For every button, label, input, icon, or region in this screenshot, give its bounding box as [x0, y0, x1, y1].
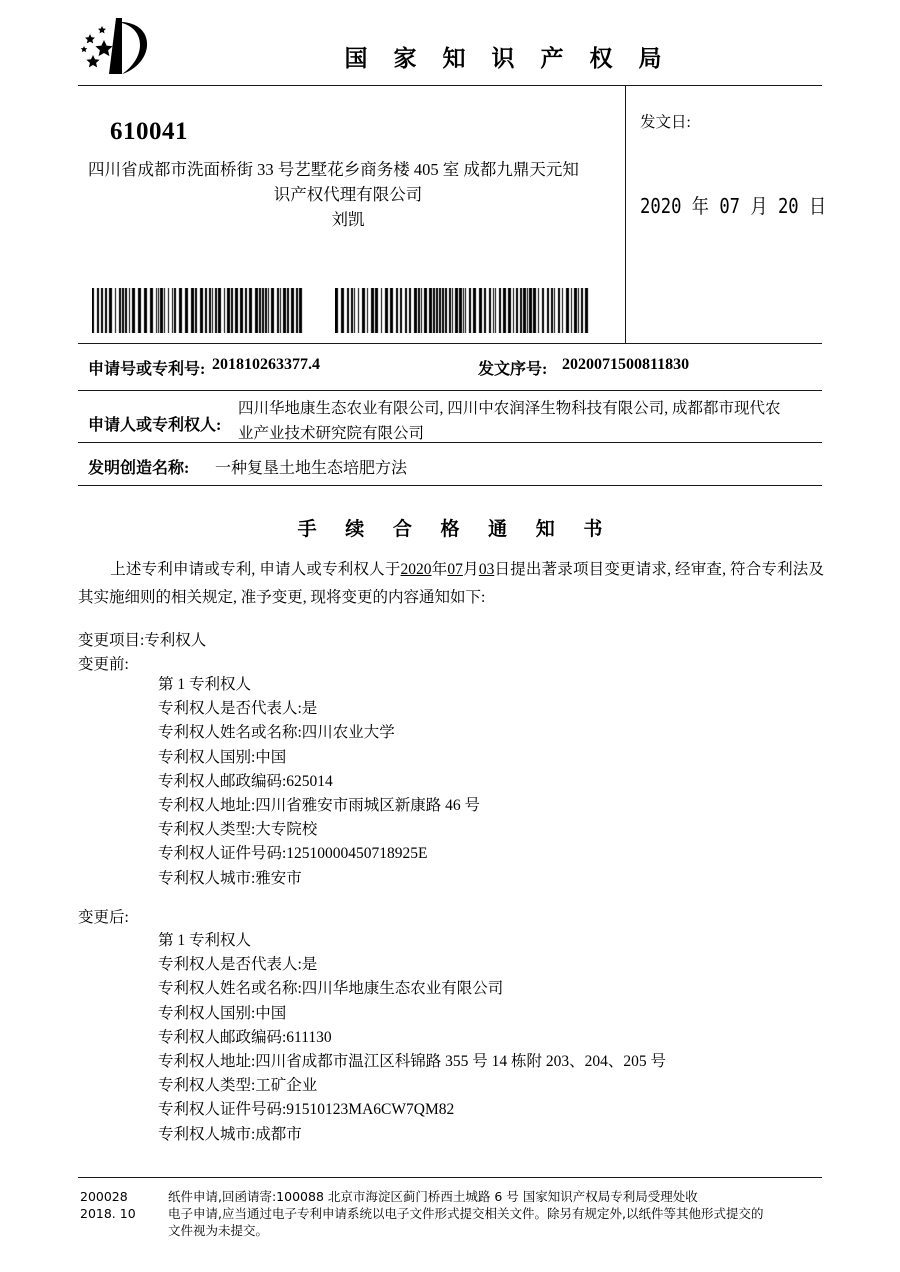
dispatch-serial-label: 发文序号: — [478, 361, 548, 378]
footer-form-code — [80, 1188, 136, 1222]
footer-rule — [78, 1177, 822, 1178]
addressee-address — [88, 157, 608, 232]
after-line: 专利权人国别:中国 — [158, 1004, 287, 1022]
barcode-dispatch-serial — [335, 288, 592, 333]
applicant-label: 申请人或专利权人: — [88, 417, 222, 434]
before-line: 专利权人地址:四川省雅安市雨城区新康路 46 号 — [158, 797, 481, 814]
year-unit: 年 — [431, 561, 448, 578]
addressee-recipient: 刘凯 — [331, 210, 365, 229]
addressee-address-line-1: 四川省成都市洗面桥街 33 号艺墅花乡商务楼 405 室 成都九鼎天元知 — [88, 160, 579, 179]
addressee-address-line-2: 识产权代理有限公司 — [273, 185, 423, 204]
barcode-application-number — [92, 288, 305, 333]
masthead — [78, 14, 822, 84]
after-line: 专利权人城市:成都市 — [158, 1125, 302, 1143]
before-line: 专利权人城市:雅安市 — [158, 869, 302, 887]
after-line: 专利权人姓名或名称:四川华地康生态农业有限公司 — [158, 980, 504, 998]
addressee-postcode: 610041 — [110, 118, 188, 145]
request-day: 03 — [478, 561, 495, 578]
before-line: 专利权人证件号码:12510000450718925E — [158, 845, 428, 863]
month-unit: 月 — [462, 561, 479, 578]
field-rule-2 — [78, 390, 822, 391]
applicant-value-line-2: 业产业技术研究院有限公司 — [238, 425, 425, 442]
cnipa-emblem-icon — [78, 14, 154, 82]
change-item-line: 变更项目:专利权人 — [78, 632, 207, 649]
header-vertical-divider — [625, 86, 626, 343]
footer-form-number: 200028 — [80, 1189, 128, 1204]
before-heading: 第 1 专利权人 — [158, 676, 252, 693]
before-label: 变更前: — [78, 656, 129, 673]
application-number-label: 申请号或专利号: — [88, 361, 206, 378]
dispatch-serial-value: 2020071500811830 — [562, 356, 690, 373]
after-label: 变更后: — [78, 909, 129, 926]
after-line: 专利权人地址:四川省成都市温江区科锦路 355 号 14 栋附 203、204、205 号 — [158, 1053, 667, 1070]
request-year: 2020 — [400, 561, 432, 578]
issue-date-value: 2020 年 07 月 20 日 — [640, 194, 827, 218]
before-line: 专利权人邮政编码:625014 — [158, 772, 333, 790]
paragraph-suffix: 提出著录项目变更请求, 经审查, 符合专利法及其实施细则的相关规定, 准予变更, 现将变更的内容通知如下: — [78, 561, 824, 606]
footer-form-date: 2018. 10 — [80, 1206, 136, 1221]
before-line: 专利权人国别:中国 — [158, 748, 287, 766]
invention-title-value: 一种复垦土地生态培肥方法 — [215, 460, 408, 477]
field-rule-4 — [78, 485, 822, 486]
day-unit: 日 — [494, 561, 511, 578]
paragraph-prefix: 上述专利申请或专利, 申请人或专利权人于 — [110, 561, 401, 578]
footer-instructions — [168, 1188, 823, 1239]
before-line: 专利权人姓名或名称:四川农业大学 — [158, 724, 395, 742]
applicant-value — [238, 396, 818, 446]
after-line: 专利权人证件号码:91510123MA6CW7QM82 — [158, 1101, 455, 1119]
organization-title: 国 家 知 识 产 权 局 — [344, 46, 671, 72]
field-rule-3 — [78, 442, 822, 443]
issue-date-label: 发文日: — [640, 114, 691, 131]
after-line: 专利权人邮政编码:611130 — [158, 1028, 332, 1046]
before-line: 专利权人类型:大专院校 — [158, 821, 318, 839]
applicant-value-line-1: 四川华地康生态农业有限公司, 四川中农润泽生物科技有限公司, 成都都市现代农 — [238, 400, 781, 417]
application-number-value: 201810263377.4 — [212, 356, 320, 373]
footer-line-3: 文件视为未提交。 — [168, 1223, 269, 1238]
invention-title-label: 发明创造名称: — [88, 460, 190, 477]
document-title: 手 续 合 格 通 知 书 — [297, 518, 614, 540]
header-top-rule — [78, 85, 822, 86]
after-heading: 第 1 专利权人 — [158, 932, 252, 949]
notice-paragraph — [78, 556, 824, 612]
field-rule-1 — [78, 343, 822, 344]
request-month: 07 — [447, 561, 463, 578]
footer-line-1: 纸件申请,回函请寄:100088 北京市海淀区蓟门桥西土城路 6 号 国家知识产权局专利局受理处收 — [168, 1189, 698, 1204]
footer-line-2: 电子申请,应当通过电子专利申请系统以电子文件形式提交相关文件。除另有规定外,以纸件等其他形式提交的 — [168, 1206, 764, 1221]
before-line: 专利权人是否代表人:是 — [158, 700, 318, 718]
after-line: 专利权人是否代表人:是 — [158, 956, 318, 974]
after-line: 专利权人类型:工矿企业 — [158, 1077, 318, 1095]
